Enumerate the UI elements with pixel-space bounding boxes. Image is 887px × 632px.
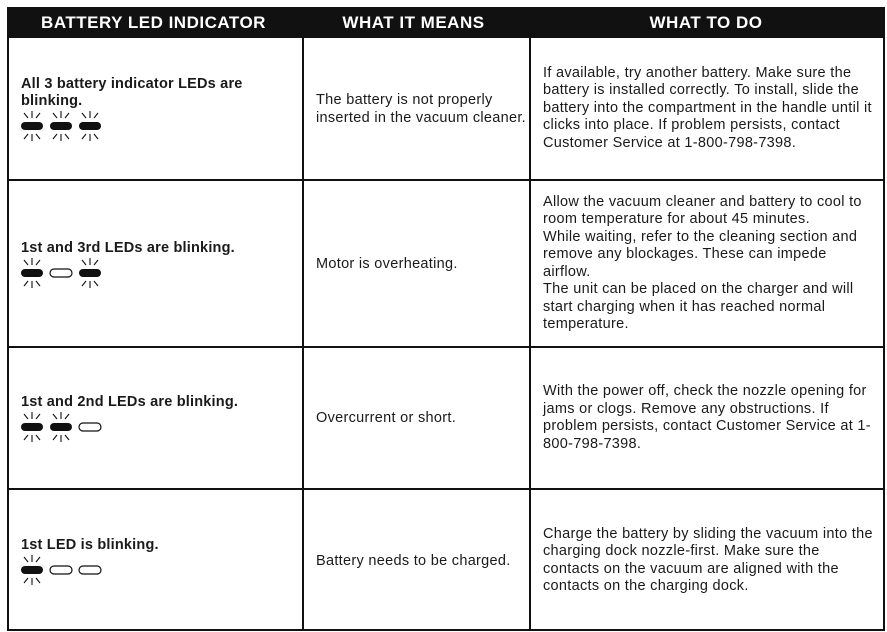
action-line: Allow the vacuum cleaner and battery to cool to room temperature for about 45 minutes.	[543, 193, 862, 227]
meaning-text: Motor is overheating.	[316, 255, 458, 272]
blink-ray	[82, 113, 86, 118]
blink-ray	[82, 134, 86, 139]
indicator-label: All 3 battery indicator LEDs are blinking.	[21, 76, 243, 109]
table-row	[9, 490, 883, 631]
led-blinking	[21, 269, 43, 277]
table-row	[9, 348, 883, 490]
indicator-label: 1st and 2nd LEDs are blinking.	[21, 394, 239, 410]
led-indicator-icon	[21, 412, 121, 442]
blink-ray	[65, 435, 69, 440]
led-off	[79, 566, 101, 574]
action-cell	[529, 38, 883, 179]
table-header	[7, 7, 885, 38]
led-off	[79, 423, 101, 431]
meaning-cell	[302, 38, 529, 179]
led-blinking	[21, 122, 43, 130]
led-blinking	[79, 269, 101, 277]
led-blinking	[79, 122, 101, 130]
meaning-text: Overcurrent or short.	[316, 410, 457, 426]
header-battery-led-indicator: BATTERY LED INDICATOR	[41, 12, 266, 32]
action-line: While waiting, refer to the cleaning section and remove any blockages. These can impede airflow.	[543, 228, 858, 280]
indicator-cell	[9, 348, 302, 488]
blink-ray	[24, 414, 28, 419]
action-line: The unit can be placed on the charger and will start charging when it has reached normal temperature.	[543, 281, 854, 332]
blink-ray	[24, 435, 28, 440]
led-blinking	[21, 566, 43, 574]
led-off	[50, 269, 72, 277]
blink-ray	[24, 134, 28, 139]
blink-ray	[53, 435, 57, 440]
header-what-to-do: WHAT TO DO	[649, 12, 763, 32]
action-cell	[529, 490, 883, 631]
meaning-cell	[302, 181, 529, 346]
blink-ray	[36, 113, 40, 118]
indicator-cell	[9, 38, 302, 179]
blink-ray	[53, 134, 57, 139]
action-cell	[529, 181, 883, 346]
blink-ray	[65, 113, 69, 118]
table-row	[9, 181, 883, 348]
blink-ray	[36, 281, 40, 286]
indicator-label: 1st and 3rd LEDs are blinking.	[21, 239, 235, 256]
blink-ray	[36, 557, 40, 562]
header-what-it-means: WHAT IT MEANS	[342, 12, 485, 32]
led-blinking	[21, 423, 43, 431]
blink-ray	[36, 134, 40, 139]
blink-ray	[65, 134, 69, 139]
indicator-cell	[9, 181, 302, 346]
blink-ray	[36, 414, 40, 419]
action-text: If available, try another battery. Make sure the battery is installed correctly. To install, slide the battery into the compartment in the handle until it clicks into place. If problem persists, contact Customer Service at 1-800-798-7398.	[543, 64, 872, 151]
led-indicator-icon	[21, 258, 121, 288]
indicator-label: 1st LED is blinking.	[21, 536, 159, 553]
blink-ray	[65, 414, 69, 419]
blink-ray	[94, 281, 98, 286]
blink-ray	[36, 435, 40, 440]
action-text: With the power off, check the nozzle opening for jams or clogs. Remove any obstructions. If problem persists, contact Customer Service at 1-800-798-7398.	[543, 383, 871, 452]
blink-ray	[94, 113, 98, 118]
blink-ray	[24, 557, 28, 562]
blink-ray	[94, 260, 98, 265]
meaning-text: Battery needs to be charged.	[316, 552, 511, 569]
blink-ray	[53, 113, 57, 118]
led-off	[50, 566, 72, 574]
meaning-text: The battery is not properly inserted in the vacuum cleaner.	[316, 91, 526, 126]
blink-ray	[36, 260, 40, 265]
blink-ray	[24, 260, 28, 265]
indicator-cell	[9, 490, 302, 631]
action-text: Charge the battery by sliding the vacuum into the charging dock nozzle-first. Make sure the contacts on the vacuum are aligned with the contacts on the charging dock.	[543, 525, 873, 594]
blink-ray	[53, 414, 57, 419]
led-indicator-icon	[21, 111, 121, 141]
led-blinking	[50, 122, 72, 130]
table-row	[9, 38, 883, 181]
blink-ray	[82, 281, 86, 286]
blink-ray	[24, 113, 28, 118]
meaning-cell	[302, 490, 529, 631]
blink-ray	[94, 134, 98, 139]
blink-ray	[24, 578, 28, 583]
meaning-cell	[302, 348, 529, 488]
blink-ray	[24, 281, 28, 286]
action-cell	[529, 348, 883, 488]
blink-ray	[82, 260, 86, 265]
led-indicator-table	[7, 38, 885, 631]
led-indicator-icon	[21, 555, 121, 585]
led-blinking	[50, 423, 72, 431]
blink-ray	[36, 578, 40, 583]
